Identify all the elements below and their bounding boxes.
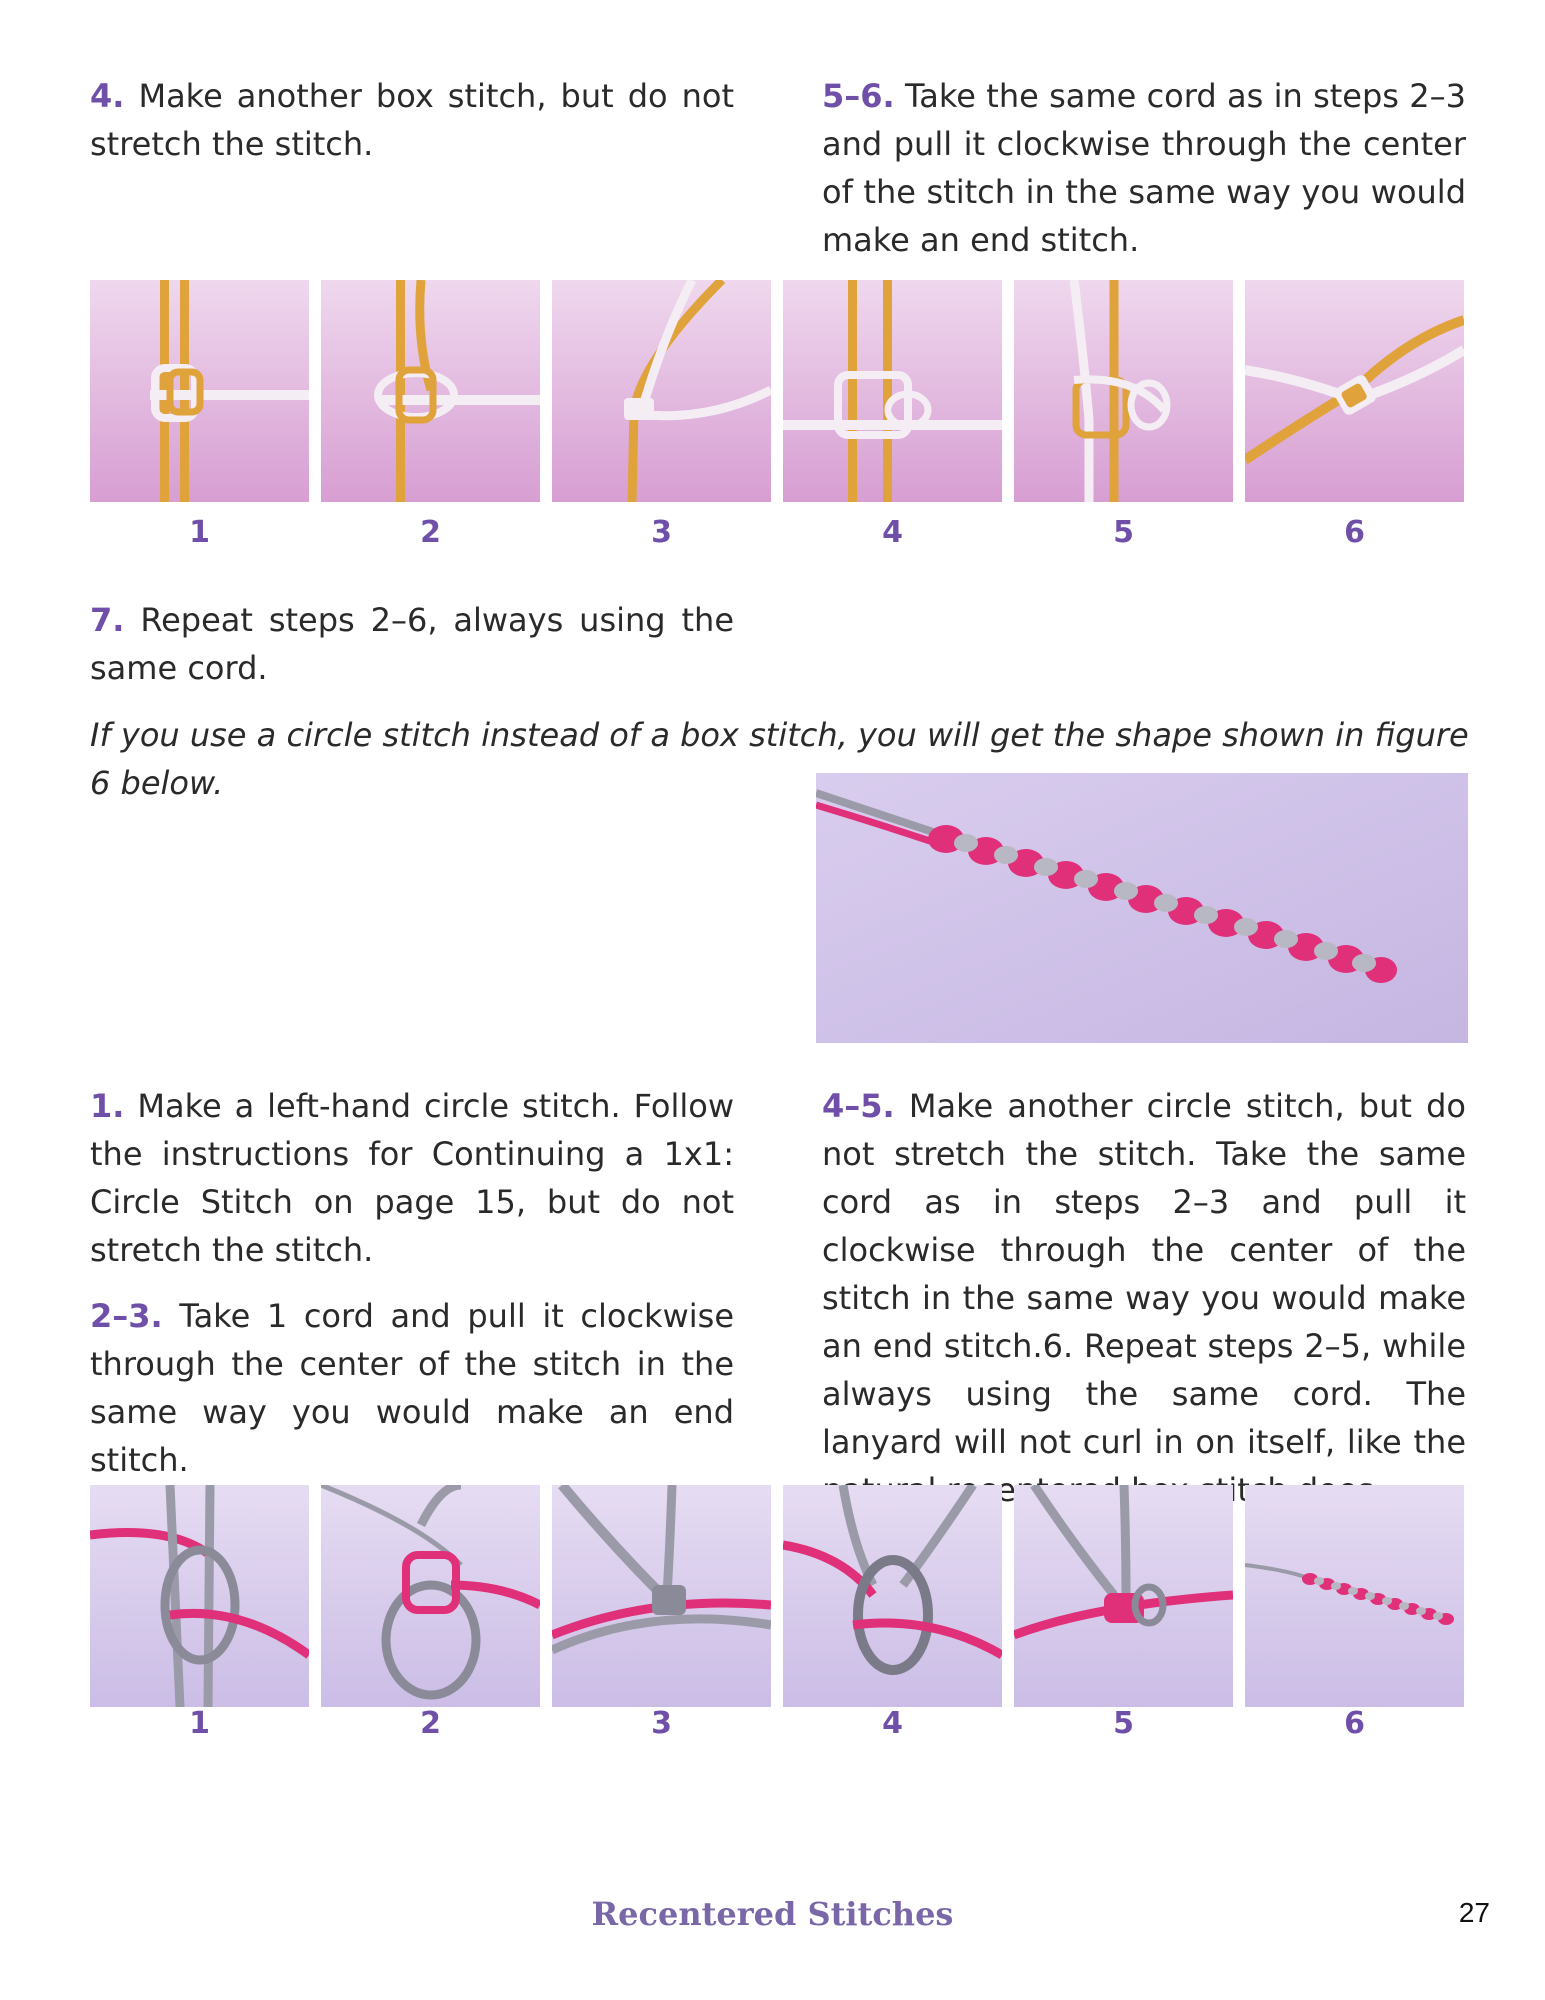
- photo-label-2: 2: [420, 1706, 441, 1741]
- photo-label-1: 1: [189, 1706, 210, 1741]
- step-number: 4.: [90, 77, 125, 115]
- step-photo-5: [1014, 280, 1233, 502]
- step-number: 2–3.: [90, 1297, 163, 1335]
- step-7-paragraph: [90, 596, 734, 710]
- step-photo-2: [321, 280, 540, 502]
- step-photo-3: [552, 280, 771, 502]
- footer-section-title: Recentered Stitches: [591, 1895, 954, 1933]
- step-photo-1: [90, 280, 309, 502]
- step-number: 1.: [90, 1087, 125, 1125]
- step-4-paragraph: [90, 72, 734, 186]
- step-text: Make another box stitch, but do not stretch the stitch.: [90, 77, 735, 163]
- step-text: Repeat steps 2–6, always using the same cord.: [90, 601, 735, 687]
- photo-label-5: 5: [1113, 515, 1134, 550]
- step-photo-6: [1245, 1485, 1464, 1707]
- step-text: Take the same cord as in steps 2–3 and pull it clockwise through the center of the stitch in the same way you would make an end stitch.: [822, 77, 1467, 259]
- italic-note: If you use a circle stitch instead of a box stitch, you will get the shape shown in figure 6 below.: [90, 716, 1469, 802]
- step-number: 7.: [90, 601, 125, 639]
- step-photo-4: [783, 1485, 1002, 1707]
- step-photo-1: [90, 1485, 309, 1707]
- photo-label-3: 3: [651, 515, 672, 550]
- circle-steps-left-column: [90, 1082, 734, 1502]
- step-5-6-paragraph: [822, 72, 1466, 282]
- photo-label-6: 6: [1344, 1706, 1365, 1741]
- step-photo-3: [552, 1485, 771, 1707]
- photo-label-4: 4: [882, 515, 903, 550]
- step-photo-6: [1245, 280, 1464, 502]
- photo-label-5: 5: [1113, 1706, 1134, 1741]
- step-number: 5–6.: [822, 77, 895, 115]
- step-photo-4: [783, 280, 1002, 502]
- photo-label-3: 3: [651, 1706, 672, 1741]
- photo-label-1: 1: [189, 515, 210, 550]
- step-photo-2: [321, 1485, 540, 1707]
- photo-label-6: 6: [1344, 515, 1365, 550]
- step-text: Make a left-hand circle stitch. Follow the instructions for Continuing a 1x1: Circle Stitch on page 15, but do not stretch the stitch.: [90, 1087, 734, 1269]
- circle-stitch-lanyard-photo: [816, 773, 1468, 1043]
- photo-label-2: 2: [420, 515, 441, 550]
- circle-stitch-photo-strip: [90, 1485, 1466, 1707]
- step-text: Make another circle stitch, but do not stretch the stitch. Take the same cord as in steps 2–3 and pull it clockwise through the center of the stitch in the same way you would make an end stitch.6. Repeat steps 2–5, while always using the same cord. The lanyard will not curl in on itself, like the stitch: [822, 1087, 1466, 1509]
- page-number: 27: [1458, 1897, 1490, 1928]
- step-text: Take 1 cord and pull it clockwise through the center of the stitch in the same way you would make an end stitch.: [90, 1297, 735, 1479]
- step-photo-5: [1014, 1485, 1233, 1707]
- photo-label-4: 4: [882, 1706, 903, 1741]
- step-number: 4–5.: [822, 1087, 895, 1125]
- box-stitch-photo-strip: [90, 280, 1466, 502]
- circle-steps-right-column: [822, 1082, 1466, 1532]
